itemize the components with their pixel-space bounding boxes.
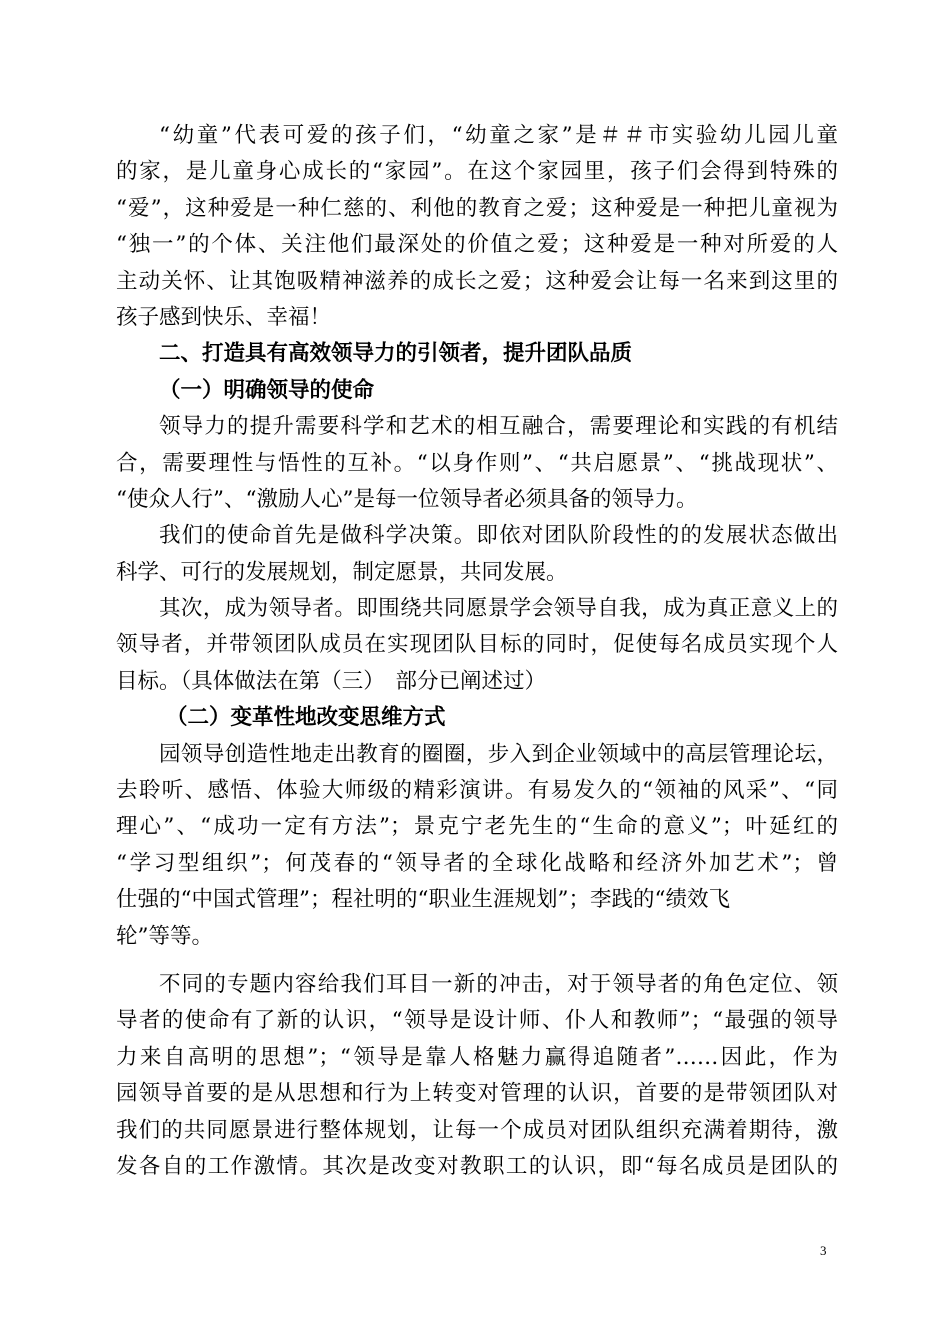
paragraph-line: 不同的专题内容给我们耳目一新的冲击，对于领导者的角色定位、领 [159, 971, 838, 997]
paragraph-line: 孩子感到快乐、幸福！ [116, 304, 332, 330]
paragraph-line: 领导力的提升需要科学和艺术的相互融合，需要理论和实践的有机结 [159, 414, 838, 440]
paragraph-line: 理心”、“成功一定有方法”；景克宁老先生的“生命的意义”；叶延红的 [116, 814, 838, 840]
paragraph-line: 其次，成为领导者。即围绕共同愿景学会领导自我，成为真正意义上的 [159, 596, 838, 622]
section-heading: 二、打造具有高效领导力的引领者，提升团队品质 [159, 341, 633, 367]
paragraph-line: 去聆听、感悟、体验大师级的精彩演讲。有易发久的“领袖的风采”、“同 [116, 778, 838, 804]
paragraph-line: “学习型组织”；何茂春的“领导者的全球化战略和经济外加艺术”；曾 [116, 850, 838, 876]
page-number: 3 [820, 1243, 827, 1258]
paragraph-line: 我们的使命首先是做科学决策。即依对团队阶段性的的发展状态做出 [159, 523, 838, 549]
paragraph-line: 轮”等等。 [116, 923, 213, 949]
paragraph-line: 领导者，并带领团队成员在实现团队目标的同时，促使每名成员实现个人 [116, 632, 838, 658]
paragraph-line: 导者的使命有了新的认识，“领导是设计师、仆人和教师”；“最强的领导 [116, 1008, 838, 1034]
paragraph-line: 发各自的工作激情。其次是改变对教职工的认识，即“每名成员是团队的 [116, 1153, 838, 1179]
paragraph-line: 力来自高明的思想”；“领导是靠人格魅力赢得追随者”……因此，作为 [116, 1044, 838, 1070]
section-heading: （二）变革性地改变思维方式 [166, 705, 446, 731]
paragraph-line: 我们的共同愿景进行整体规划，让每一个成员对团队组织充满着期待，激 [116, 1117, 838, 1143]
paragraph-line: 合，需要理性与悟性的互补。“以身作则”、“共启愿景”、“挑战现状”、 [116, 450, 838, 476]
paragraph-line: “使众人行”、“激励人心”是每一位领导者必须具备的领导力。 [116, 486, 698, 512]
paragraph-line: “幼童”代表可爱的孩子们，“幼童之家”是＃＃市实验幼儿园儿童 [159, 123, 838, 148]
paragraph-line: 主动关怀、让其饱吸精神滋养的成长之爱；这种爱会让每一名来到这里的 [116, 268, 838, 294]
section-heading: （一）明确领导的使命 [159, 377, 375, 403]
paragraph-line: 目标。（具体做法在第（三） 部分已阐述过） [116, 668, 547, 694]
paragraph-line: 园领导首要的是从思想和行为上转变对管理的认识，首要的是带领团队对 [116, 1081, 838, 1107]
paragraph-line: “独一”的个体、关注他们最深处的价值之爱；这种爱是一种对所爱的人 [116, 232, 838, 258]
paragraph-line: 的家，是儿童身心成长的“家园”。在这个家园里，孩子们会得到特殊的 [116, 159, 838, 185]
paragraph-line: 园领导创造性地走出教育的圈圈，步入到企业领域中的高层管理论坛， [159, 741, 838, 767]
paragraph-line: “爱”，这种爱是一种仁慈的、利他的教育之爱；这种爱是一种把儿童视为 [116, 195, 838, 221]
document-body [116, 118, 838, 1185]
paragraph-gap [116, 955, 838, 967]
paragraph-line: 科学、可行的发展规划，制定愿景，共同发展。 [116, 559, 568, 585]
paragraph-line: 仕强的“中国式管理”；程社明的“职业生涯规划”；李践的“绩效飞 [116, 887, 730, 913]
